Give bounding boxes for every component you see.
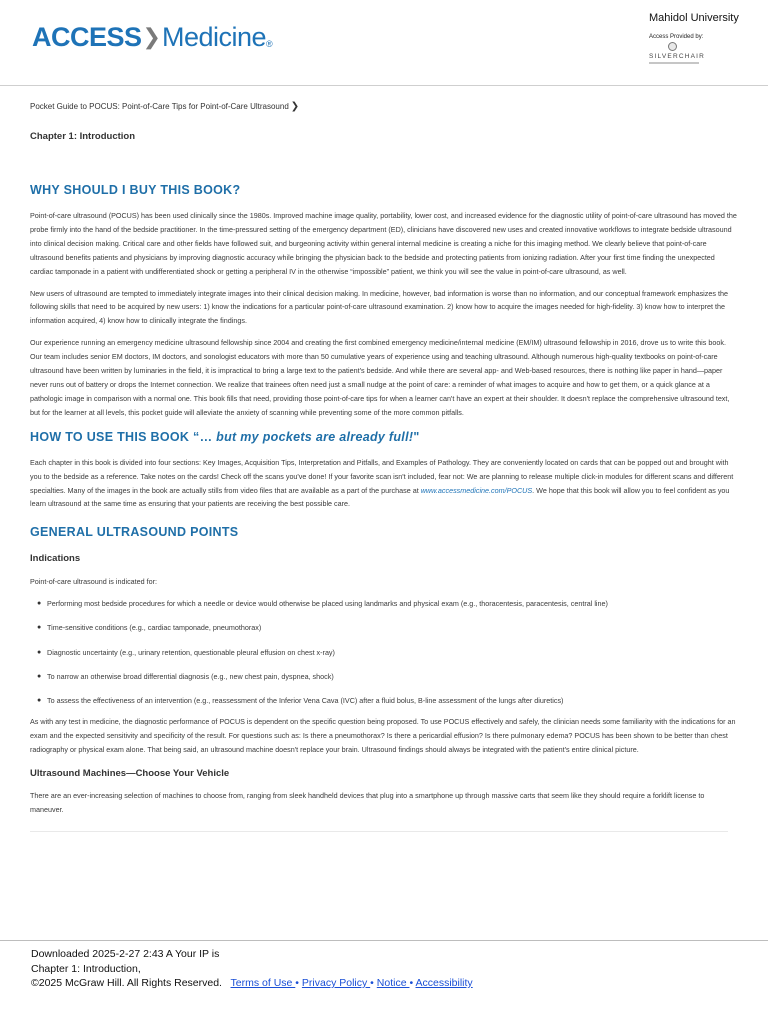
paragraph-how-text-2: . We hope that this book will allow you to feel confident as you learn ultrasound at the same time as ensuring that your patients are receiving the best possible care. [30,485,730,509]
logo-access-text: ACCESS [32,22,142,52]
heading-why-buy: WHY SHOULD I BUY THIS BOOK? [30,183,241,197]
accessibility-link[interactable]: Accessibility [415,977,473,989]
separator: • [370,977,374,989]
notice-link[interactable]: Notice [376,977,410,989]
download-info: Downloaded 2025-2-27 2:43 A Your IP is [31,948,220,960]
bullet-dot-icon: ● [37,696,42,704]
section-divider [30,831,728,832]
bullet-text: Time-sensitive conditions (e.g., cardiac tamponade, pneumothorax) [47,623,262,633]
logo-medicine-text: Medicine [161,22,267,52]
institution-name: Mahidol University [649,12,739,24]
bullet-text: To assess the effectiveness of an intervention (e.g., reassessment of the Inferior Vena Cava (IVC) after a fluid bolus, B-line assessment of the lungs after diuretics) [47,695,564,705]
heading-indications: Indications [30,553,81,565]
paragraph-why-1: Point-of-care ultrasound (POCUS) has been used clinically since the 1980s. Improved machine image quality, portability, lower cost, and increased evidence for the diagnostic utility of point-of-care ultrasound has moved the probe firmly into the hand of the bedside practitioner. In the time-pressured setting of the emergency department (ED), clinicians have discovered new uses and created innovative workflows to integrate bedside ultrasound into clinical decision making. Critical care and other fields have followed suit, and burgeoning activity within general internal medicine is creating a niche for this imaging method. We clearly believe that point-of-care ultrasound benefits patients and physicians by improving diagnostic accuracy while bringing the physician back to the bedside and protecting patients from ionizing radiation. After your first time finding the unexpected cardiac tamponade in a patient with undifferentiated shock or getting a peripheral IV in the otherwise “impossible” patient, we think you will see the value in point-of-care ultrasound, as well. [30,211,737,276]
terms-of-use-link[interactable]: Terms of Use [230,977,296,989]
paragraph-why-3: Our experience running an emergency medicine ultrasound fellowship since 2004 and creating the first combined emergency medicine/internal medicine (EM/IM) ultrasound fellowship in 2016, drove us to write this book. Our team includes senior EM doctors, IM doctors, and sonologist educators with more than 50 cumulative years of experience using and teaching ultrasound. Although numerous high-quality textbooks on point-of-care ultrasound have been written by luminaries in the field, it is impractical to bring a large text to the patient's bedside. And while there are several app- and Web-based resources, there is nothing like paper in hand—paper never runs out of battery or drops the Internet connection. We realize that trainees often need just a small nudge at the point of care: a reminder of what images to acquire and how to get them, or a quick glance at a pathologic image in comparison with a normal one. This book fills that need, providing those point-of-care tips for when a learner can't have an expert at their shoulder. It doesn't replace the comprehensive ultrasound text, but for the learner at all levels, this pocket guide will alleviate the anxiety of scanning while preventing some of the more common pitfalls. [30,338,730,417]
separator: • [409,977,414,989]
heading-how-close: " [413,429,420,444]
indications-list [30,597,738,707]
paragraph-diagnostic-performance: As with any test in medicine, the diagnostic performance of POCUS is dependent on the specific question being proposed. To use POCUS effectively and safely, the clinician needs some familiarity with the indications for an exam and the expected sensitivity and specificity of the result. For questions such as: Is there a pneumothorax? Is there a pericardial effusion? Is there pulmonary edema? POCUS has been shown to be better than chest radiography or physical exam alone. That being said, an ultrasound machine doesn't replace your brain. Ultrasound findings should always be integrated with the patient's entire clinical picture. [30,717,736,754]
silverchair-emblem-icon [668,42,677,51]
bullet-text: To narrow an otherwise broad differential diagnosis (e.g., new chest pain, dyspnea, shock) [47,671,334,681]
chapter-title: Chapter 1: Introduction [30,131,136,142]
registered-mark: ® [266,39,273,49]
pocus-link[interactable]: www.accessmedicine.com/POCUS [420,485,533,495]
bullet-text: Performing most bedside procedures for which a needle or device would otherwise be placed using landmarks and physical exam (e.g., thoracentesis, paracentesis, central line) [47,599,608,609]
heading-ultrasound-machines: Ultrasound Machines—Choose Your Vehicle [30,767,230,779]
heading-how-to-use [30,429,738,445]
indications-intro: Point-of-care ultrasound is indicated for: [30,577,158,587]
paragraph-how [30,456,738,512]
chevron-right-icon: ❯ [290,101,300,112]
bullet-dot-icon: ● [37,624,42,632]
breadcrumb-book-title[interactable]: Pocket Guide to POCUS: Point-of-Care Tips for Point-of-Care Ultrasound [30,102,289,111]
page-footer [0,940,768,989]
footer-chapter: Chapter 1: Introduction, [31,962,141,975]
provider-logo-text: SILVERCHAIR [649,53,706,60]
footer-text [31,947,473,991]
copyright: ©2025 McGraw Hill. All Rights Reserved. [31,977,222,989]
paragraph-machines: There are an ever-increasing selection of machines to choose from, ranging from sleek handheld devices that plug into a smartphone up through massive carts that seem like they should require a forklift license to maneuver. [30,790,705,814]
list-item [30,694,738,707]
list-item [30,646,738,659]
list-item [30,621,738,634]
site-header [0,0,768,86]
bullet-dot-icon: ● [37,672,42,680]
accessmedicine-logo[interactable] [32,12,273,62]
paragraph-why-2: New users of ultrasound are tempted to immediately integrate images into their clinical decision making. In medicine, however, bad information is worse than no information, and our conceptual framework emphasizes the following skills that need to be acquired by new users: 1) know the indications for a particular point-of-care ultrasound examination. 2) know how to acquire the images needed for high-fidelity. 3) know how to interpret the information acquired, 4) know how to clinically integrate the findings. [30,288,728,326]
breadcrumb[interactable] [30,100,738,114]
heading-how-italic: but my pockets are already full! [216,429,414,444]
bullet-text: Diagnostic uncertainty (e.g., urinary retention, questionable pleural effusion on chest x-ray) [47,647,335,657]
separator: • [295,977,299,989]
list-item [30,597,738,610]
chapter-content [30,96,738,832]
provider-logo-bar [649,62,699,64]
heading-how-plain: HOW TO USE THIS BOOK “… [30,429,217,444]
footer-legal-line [31,976,473,991]
paragraph-how-text-1: Each chapter in this book is divided into four sections: Key Images, Acquisition Tips, Interpretation and Pitfalls, and Examples of Pathology. They are conveniently located on cards that can be popped out and brought with you to the bedside as a reference. Take notes on the cards! Check off the scans you've done! If your favorite scan isn't included, fear not: We are planning to release multiple click-in modules for different scans and different specialties. Many of the images in the book are actually stills from video files that are available as a part of the purchase at [30,457,734,495]
bullet-dot-icon: ● [37,648,42,656]
bullet-dot-icon: ● [37,600,42,608]
access-provided-label: Access Provided by: [649,34,704,40]
list-item [30,670,738,683]
privacy-policy-link[interactable]: Privacy Policy [301,977,371,989]
logo-arrow-icon: ❯ [142,24,161,49]
heading-general-points: GENERAL ULTRASOUND POINTS [30,525,239,540]
